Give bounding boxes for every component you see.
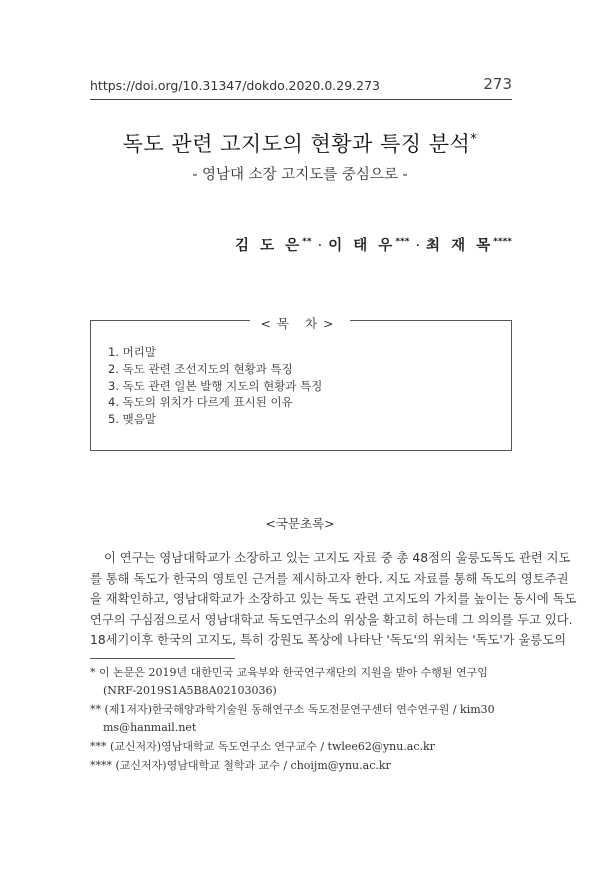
header-rule xyxy=(90,99,512,100)
toc-item: 3. 독도 관련 일본 발행 지도의 현황과 특징 xyxy=(108,378,323,393)
abstract-line: 연구의 구심점으로서 영남대학교 독도연구소의 위상을 확고히 하는데 그 의의를 두고 있다. xyxy=(90,612,573,627)
footnote-line: * 이 논문은 2019년 대한민국 교육부와 한국연구재단의 지원을 받아 수행된 연구임 xyxy=(90,666,488,679)
abstract-body xyxy=(90,548,577,651)
author-separator: · xyxy=(415,238,421,254)
abstract-line: 를 통해 독도가 한국의 영토인 근거를 제시하고자 한다. 지도 자료를 통해 독도의 영토주권 xyxy=(90,571,569,586)
toc-heading xyxy=(0,313,600,332)
footnote-corresponding-author xyxy=(90,757,520,775)
footnote-rule xyxy=(90,658,235,659)
author-mark: *** xyxy=(395,237,410,248)
toc-heading-text: <목 차> xyxy=(250,316,349,331)
author-mark: ** xyxy=(302,237,312,248)
author-name: 최 재 목 xyxy=(426,238,494,254)
abstract-heading: <국문초록> xyxy=(265,516,335,531)
footnote-line: **** (교신저자)영남대학교 철학과 교수 / choijm@ynu.ac.kr xyxy=(90,759,391,772)
toc-item: 2. 독도 관련 조선지도의 현황과 특징 xyxy=(108,361,293,376)
toc-item: 5. 맺음말 xyxy=(108,412,156,427)
footnote-line: ms@hanmail.net xyxy=(103,721,197,734)
footnote-funding xyxy=(90,664,520,700)
footnote-first-author xyxy=(90,701,520,737)
page-number: 273 xyxy=(483,75,512,93)
footnotes xyxy=(90,664,520,776)
abstract-line: 18세기이후 한국의 고지도, 특히 강원도 폭상에 나타난 '독도'의 위치는 '독도'가 울릉도의 xyxy=(90,633,567,647)
abstract-line: 을 재확인하고, 영남대학교가 소장하고 있는 독도 관련 고지도의 가치를 높이는 동시에 독도 xyxy=(90,592,577,606)
author-separator: · xyxy=(317,238,323,254)
author-list xyxy=(235,234,512,255)
doi-link[interactable]: https://doi.org/10.31347/dokdo.2020.0.29.273 xyxy=(90,78,381,93)
toc-item: 4. 독도의 위치가 다르게 표시된 이유 xyxy=(108,395,293,410)
paper-title xyxy=(0,128,600,158)
toc-list xyxy=(108,344,322,428)
footnote-line: ** (제1저자)한국해양과학기술원 동해연구소 독도전문연구센터 연수연구원 / kim30 xyxy=(90,703,495,716)
footnote-line: (NRF-2019S1A5B8A02103036) xyxy=(103,684,277,697)
title-text: 독도 관련 고지도의 현황과 특징 분석 xyxy=(122,132,471,156)
paper-subtitle: - 영남대 소장 고지도를 중심으로 - xyxy=(192,167,408,183)
author-mark: **** xyxy=(493,237,512,248)
footnote-line: *** (교신저자)영남대학교 독도연구소 연구교수 / twlee62@ynu.ac.kr xyxy=(90,740,435,753)
toc-item: 1. 머리말 xyxy=(108,345,156,359)
author-name: 김 도 은 xyxy=(235,238,303,254)
footnote-corresponding-author xyxy=(90,738,520,756)
abstract-line: 이 연구는 영남대학교가 소장하고 있는 고지도 자료 중 총 48점의 울릉도독도 관련 지도 xyxy=(104,551,571,565)
author-name: 이 태 우 xyxy=(328,238,396,254)
title-footnote-mark: * xyxy=(470,132,478,147)
